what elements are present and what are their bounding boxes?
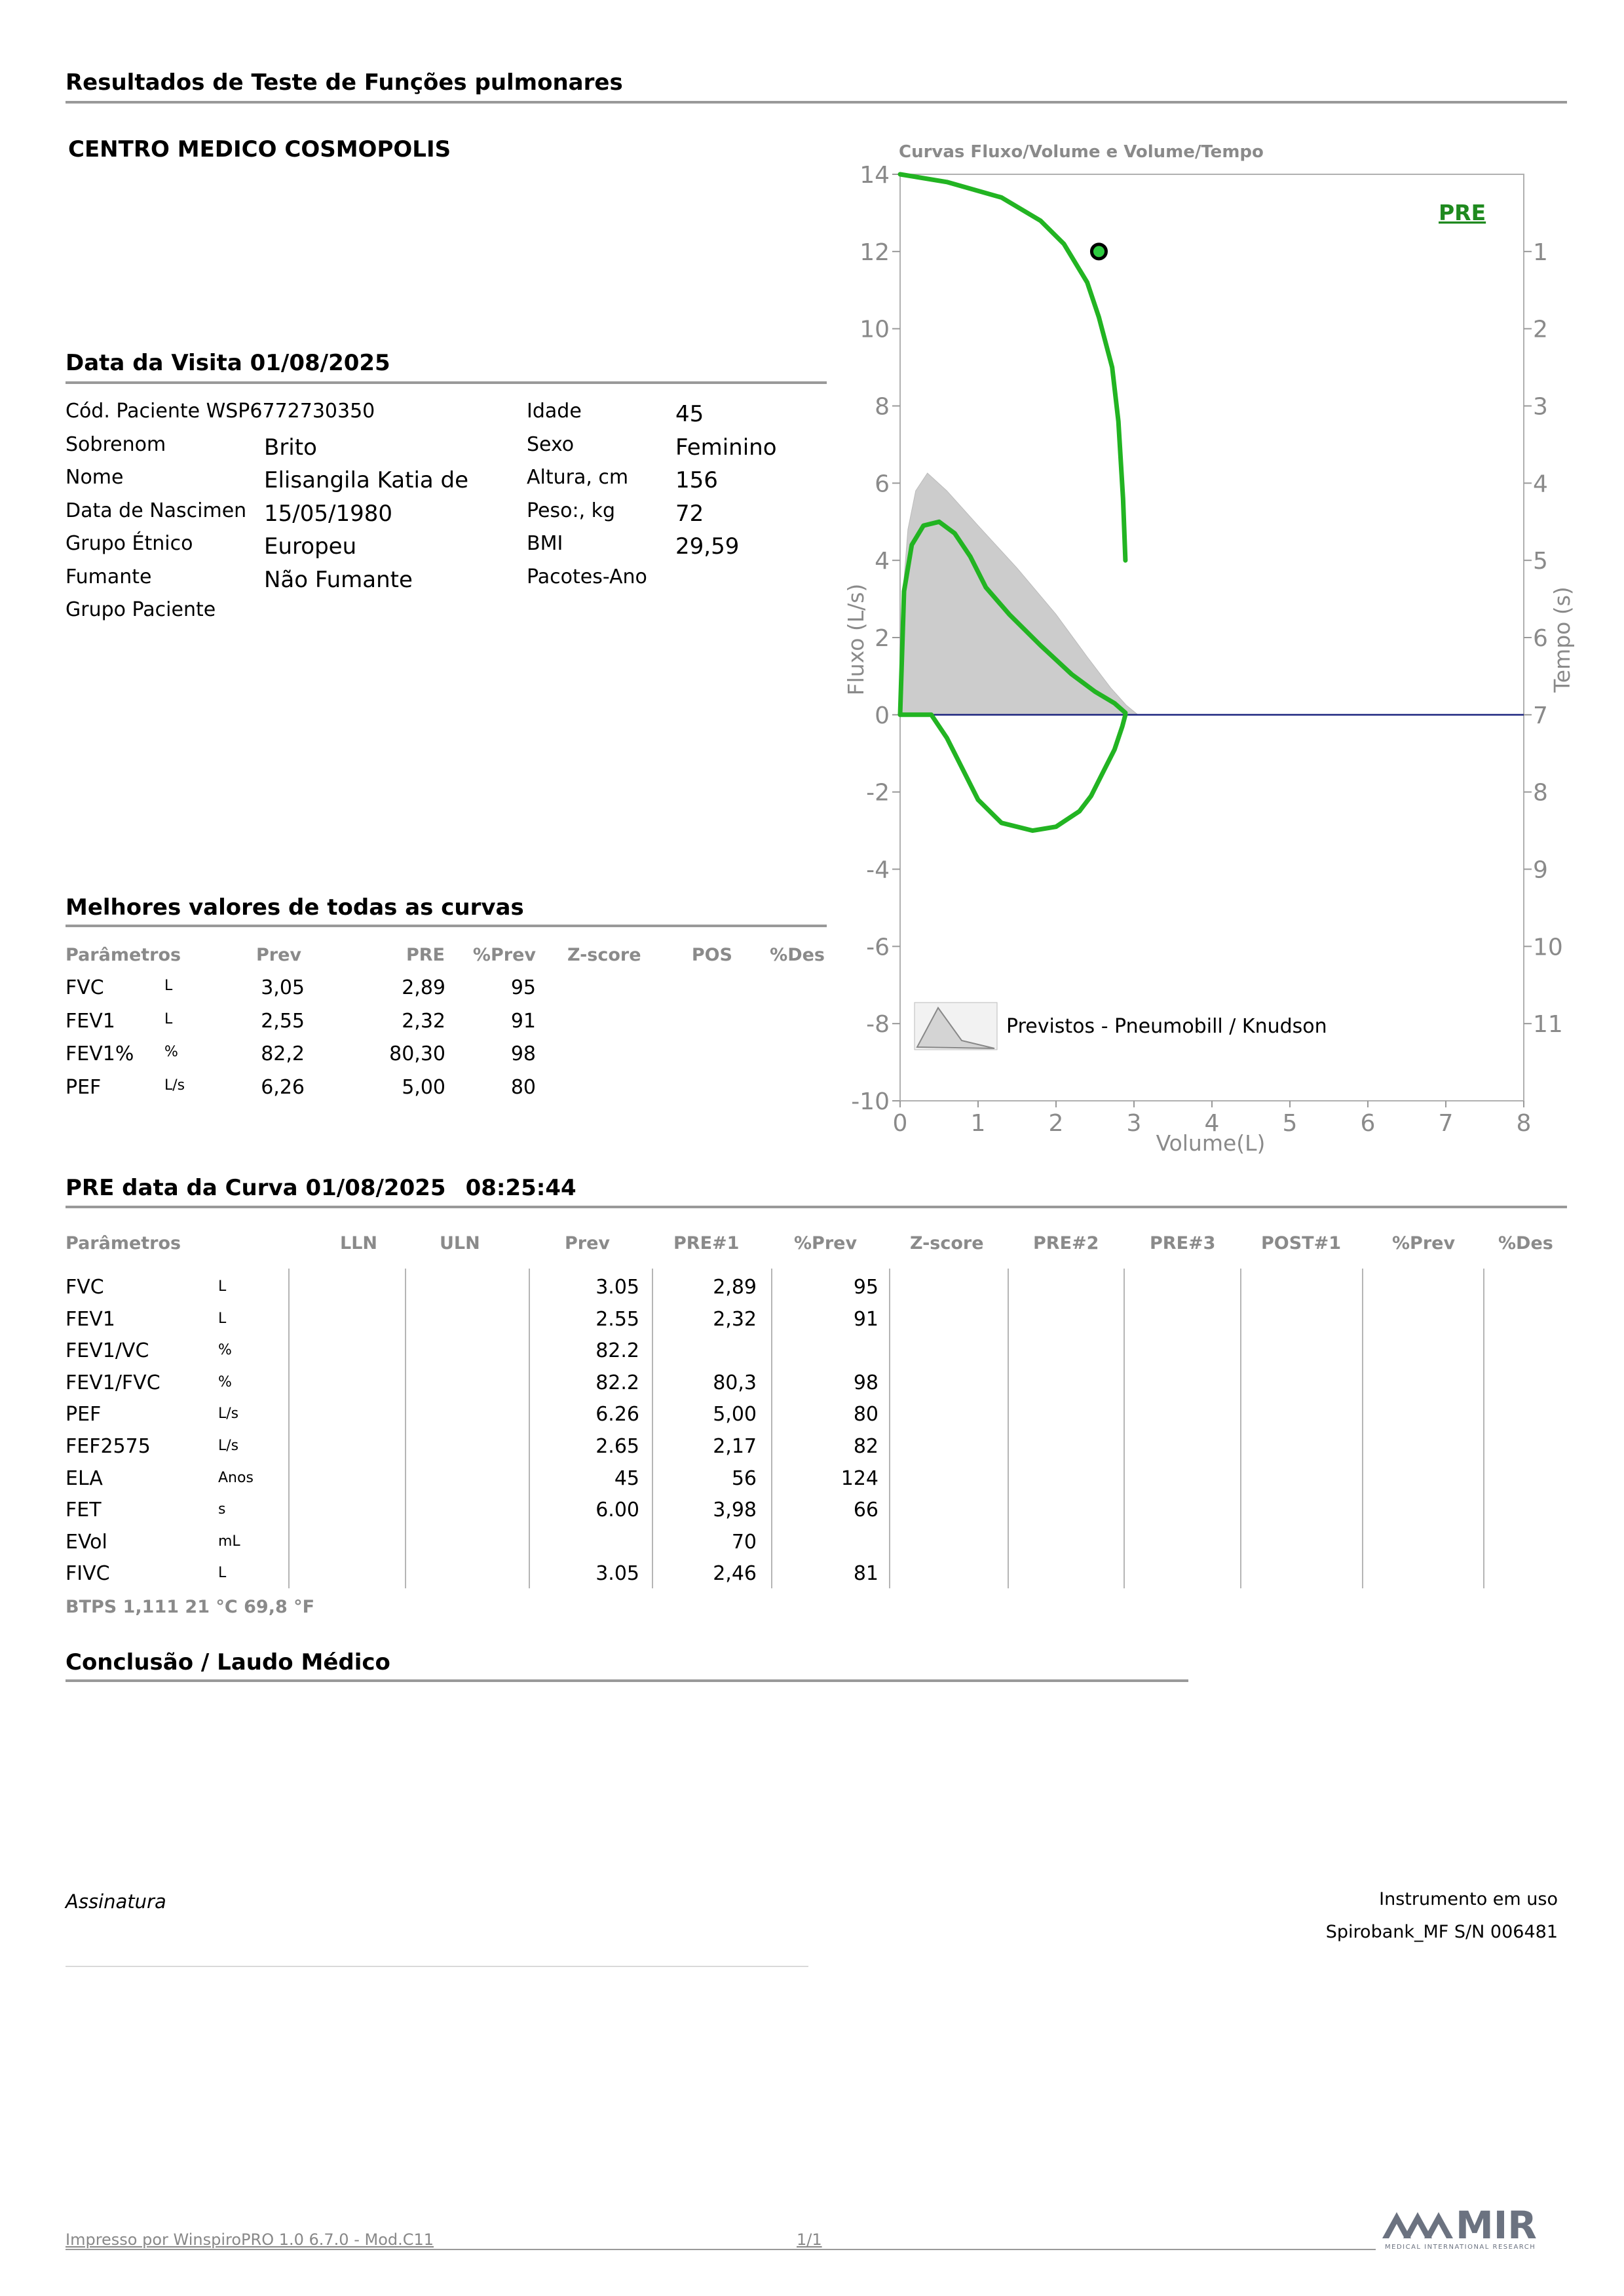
curve-unit: L [218, 1310, 227, 1327]
curve-prev: 3.05 [595, 1276, 639, 1299]
y2-tick-label: 1 [1533, 239, 1548, 266]
best-unit: L [164, 1010, 173, 1027]
curve-unit: L/s [218, 1438, 239, 1454]
flow-volume-chart [825, 138, 1575, 1166]
y-tick-label: 10 [859, 316, 890, 343]
clinic-name: CENTRO MEDICO COSMOPOLIS [68, 136, 451, 163]
curve-prev: 6.26 [595, 1403, 639, 1426]
best-values-title: Melhores valores de todas as curvas [66, 894, 524, 921]
best-values-divider [66, 925, 827, 927]
column-separator [1483, 1269, 1484, 1588]
x-tick-label: 1 [970, 1110, 986, 1137]
x-tick-label: 7 [1438, 1110, 1454, 1137]
y-tick-label: 14 [859, 162, 890, 189]
y2-tick-label: 4 [1533, 470, 1548, 498]
patient-field-label: Grupo Paciente [66, 598, 216, 621]
x-tick-label: 4 [1204, 1110, 1220, 1137]
y2-axis-label: Tempo (s) [1549, 586, 1575, 693]
patient-field-value: Elisangila Katia de [264, 467, 469, 493]
best-param: FVC [66, 976, 104, 999]
best-col-header: Prev [255, 945, 301, 965]
x-axis-label: Volume(L) [1156, 1130, 1266, 1156]
spirometry-chart [825, 138, 1575, 1166]
curve-col-header: PRE#1 [673, 1233, 740, 1253]
y-tick-label: -6 [866, 934, 890, 961]
patient-field-label: Cód. Paciente WSP6772730350 [66, 400, 375, 423]
patient-field-label: Sexo [527, 432, 575, 456]
curve-col-header: Z-score [910, 1233, 984, 1253]
best-col-header: PRE [406, 945, 445, 965]
signature-label: Assinatura [66, 1890, 166, 1913]
x-tick-label: 2 [1048, 1110, 1064, 1137]
visit-title: Data da Visita 01/08/2025 [66, 350, 390, 376]
series-label: PRE [1439, 200, 1486, 225]
curve-col-header: %Prev [1392, 1233, 1456, 1253]
curve-pre1: 2,17 [713, 1435, 757, 1458]
curve-param: FEF2575 [66, 1435, 151, 1458]
btps-line: BTPS 1,111 21 °C 69,8 °F [66, 1597, 315, 1617]
curve-param: FEV1/VC [66, 1339, 149, 1363]
patient-field-label: Data de Nascimen [66, 499, 247, 522]
best-col-header: %Prev [472, 945, 536, 965]
patient-field-value: 15/05/1980 [264, 500, 392, 527]
logo-subtitle: MEDICAL INTERNATIONAL RESEARCH [1385, 2244, 1536, 2251]
curve-pct-prev: 80 [853, 1403, 878, 1426]
curve-pct-prev: 91 [853, 1307, 878, 1331]
curve-col-header: LLN [340, 1233, 378, 1253]
best-pre: 5,00 [402, 1075, 445, 1099]
signature-line [66, 1966, 808, 1967]
curve-pre1: 2,32 [713, 1307, 757, 1331]
curve-unit: L/s [218, 1406, 239, 1423]
patient-field-value: Feminino [675, 434, 777, 461]
curve-pre1: 70 [731, 1530, 757, 1554]
curve-param: FEV1 [66, 1307, 115, 1331]
best-pct-prev: 98 [510, 1043, 536, 1065]
curve-param: FET [66, 1499, 102, 1522]
best-prev: 6,26 [261, 1075, 305, 1099]
y-tick-label: 12 [859, 239, 890, 266]
conclusion-divider [66, 1679, 1188, 1682]
y-axis-label: Fluxo (L/s) [843, 583, 869, 696]
column-separator [1008, 1269, 1009, 1588]
patient-field-label: Sobrenom [66, 432, 166, 456]
curve-pct-prev: 95 [853, 1276, 878, 1299]
curve-unit: % [218, 1342, 232, 1359]
conclusion-title: Conclusão / Laudo Médico [66, 1649, 390, 1675]
curve-prev: 3.05 [595, 1562, 639, 1586]
best-prev: 3,05 [261, 976, 305, 999]
y2-tick-label: 5 [1533, 548, 1548, 575]
y-tick-label: 4 [875, 548, 890, 575]
curve-pre1: 56 [731, 1466, 757, 1490]
best-param: FEV1% [66, 1043, 134, 1065]
best-param: FEV1 [66, 1009, 115, 1033]
curve-prev: 6.00 [595, 1499, 639, 1522]
y2-tick-label: 2 [1533, 316, 1548, 343]
best-col-header: POS [691, 945, 732, 965]
curve-pct-prev: 66 [853, 1499, 878, 1522]
curve-pre1: 80,3 [713, 1371, 757, 1394]
report-title: Resultados de Teste de Funções pulmonares [66, 69, 623, 96]
y-tick-label: 6 [875, 470, 890, 498]
chart-title: Curvas Fluxo/Volume e Volume/Tempo [899, 142, 1264, 162]
x-tick-label: 3 [1126, 1110, 1142, 1137]
curve-title [66, 1175, 576, 1201]
patient-field-label: BMI [527, 532, 563, 555]
x-tick-label: 8 [1516, 1110, 1532, 1137]
patient-field-value: 156 [675, 467, 718, 493]
curve-col-header: Prev [565, 1233, 611, 1253]
best-pct-prev: 91 [510, 1009, 536, 1033]
curve-pre1: 2,89 [713, 1276, 757, 1299]
best-pct-prev: 95 [510, 976, 536, 999]
patient-field-label: Peso:, kg [527, 499, 616, 522]
y-tick-label: -2 [866, 779, 890, 807]
legend-label: Previstos - Pneumobill / Knudson [1006, 1015, 1327, 1038]
best-col-header: Z-score [567, 945, 641, 965]
curve-pre1: 2,46 [713, 1562, 757, 1586]
column-separator [288, 1269, 290, 1588]
mir-logo-icon [1382, 2203, 1560, 2251]
curve-pre1: 3,98 [713, 1499, 757, 1522]
curve-unit: % [218, 1373, 232, 1390]
column-separator [1362, 1269, 1363, 1588]
curve-prev: 45 [614, 1466, 639, 1490]
best-col-header: Parâmetros [66, 945, 181, 965]
y-tick-label: -8 [866, 1011, 890, 1039]
footer-divider [66, 2249, 1376, 2250]
best-param: PEF [66, 1075, 102, 1099]
curve-col-header: Parâmetros [66, 1233, 181, 1253]
header-divider [66, 101, 1567, 104]
column-separator [1240, 1269, 1241, 1588]
inspiratory-flow-curve [900, 715, 1125, 831]
y-tick-label: -4 [866, 856, 890, 884]
curve-unit: L [218, 1278, 227, 1295]
curve-param: PEF [66, 1403, 102, 1426]
mir-logo [1382, 2203, 1560, 2251]
curve-param: FEV1/FVC [66, 1371, 161, 1394]
best-pre: 2,89 [402, 976, 445, 999]
visit-divider [66, 381, 827, 384]
curve-time: 08:25:44 [465, 1175, 576, 1201]
curve-col-header: POST#1 [1261, 1233, 1342, 1253]
curve-param: ELA [66, 1466, 103, 1490]
patient-field-label: Nome [66, 466, 124, 489]
curve-col-header: PRE#2 [1033, 1233, 1099, 1253]
y2-tick-label: 9 [1533, 856, 1548, 884]
best-col-header: %Des [770, 945, 825, 965]
patient-field-label: Fumante [66, 565, 152, 588]
column-separator [405, 1269, 406, 1588]
predicted-area [900, 473, 1138, 715]
curve-unit: L [218, 1565, 227, 1582]
fev1-marker [1091, 244, 1106, 259]
best-prev: 2,55 [261, 1009, 305, 1033]
curve-col-header: PRE#3 [1150, 1233, 1216, 1253]
instrument-value: Spirobank_MF S/N 006481 [1325, 1922, 1558, 1942]
curve-divider [66, 1206, 1567, 1208]
patient-field-value: Europeu [264, 533, 357, 560]
logo-text: MIR [1456, 2203, 1537, 2248]
curve-col-header: ULN [440, 1233, 480, 1253]
curve-pct-prev: 81 [853, 1562, 878, 1586]
instrument-label: Instrumento em uso [1379, 1889, 1558, 1909]
curve-col-header: %Des [1498, 1233, 1553, 1253]
best-pre: 80,30 [389, 1043, 445, 1065]
column-separator [652, 1269, 653, 1588]
page-number: 1/1 [797, 2230, 822, 2249]
y2-tick-label: 6 [1533, 625, 1548, 652]
best-unit: L [164, 978, 173, 994]
y2-tick-label: 10 [1533, 934, 1563, 961]
curve-pct-prev: 82 [853, 1435, 878, 1458]
curve-date: PRE data da Curva 01/08/2025 [66, 1175, 446, 1201]
curve-param: EVol [66, 1530, 107, 1554]
x-tick-label: 0 [892, 1110, 908, 1137]
best-unit: % [164, 1044, 178, 1060]
curve-param: FVC [66, 1276, 104, 1299]
printed-by: Impresso por WinspiroPRO 1.0 6.7.0 - Mod.C11 [66, 2230, 434, 2249]
patient-field-label: Idade [527, 400, 582, 423]
y-tick-label: 0 [875, 702, 890, 729]
y2-tick-label: 7 [1533, 702, 1548, 729]
curve-unit: Anos [218, 1469, 254, 1486]
y2-tick-label: 3 [1533, 393, 1548, 421]
patient-field-label: Grupo Étnico [66, 532, 193, 555]
curve-unit: s [218, 1501, 226, 1518]
curve-unit: mL [218, 1533, 240, 1550]
y-tick-label: -10 [851, 1088, 890, 1115]
y2-tick-label: 8 [1533, 779, 1548, 807]
curve-col-header: %Prev [794, 1233, 858, 1253]
patient-field-value: 29,59 [675, 533, 740, 560]
y-tick-label: 8 [875, 393, 890, 421]
curve-prev: 2.55 [595, 1307, 639, 1331]
patient-field-value: Não Fumante [264, 566, 413, 593]
best-unit: L/s [164, 1077, 185, 1094]
best-prev: 82,2 [261, 1043, 305, 1065]
patient-field-label: Altura, cm [527, 466, 629, 489]
curve-prev: 82.2 [595, 1339, 639, 1363]
x-tick-label: 6 [1360, 1110, 1376, 1137]
curve-prev: 2.65 [595, 1435, 639, 1458]
curve-prev: 82.2 [595, 1371, 639, 1394]
column-separator [771, 1269, 772, 1588]
patient-field-label: Pacotes-Ano [527, 565, 647, 588]
curve-pct-prev: 124 [840, 1466, 878, 1490]
patient-field-value: Brito [264, 434, 317, 461]
column-separator [889, 1269, 890, 1588]
best-pct-prev: 80 [510, 1075, 536, 1099]
best-pre: 2,32 [402, 1009, 445, 1033]
patient-field-value: 72 [675, 500, 704, 527]
patient-field-value: 45 [675, 401, 704, 427]
x-tick-label: 5 [1282, 1110, 1298, 1137]
curve-pre1: 5,00 [713, 1403, 757, 1426]
curve-pct-prev: 98 [853, 1371, 878, 1394]
curve-param: FIVC [66, 1562, 110, 1586]
column-separator [529, 1269, 530, 1588]
y-tick-label: 2 [875, 625, 890, 652]
y2-tick-label: 11 [1533, 1011, 1563, 1039]
column-separator [1124, 1269, 1125, 1588]
